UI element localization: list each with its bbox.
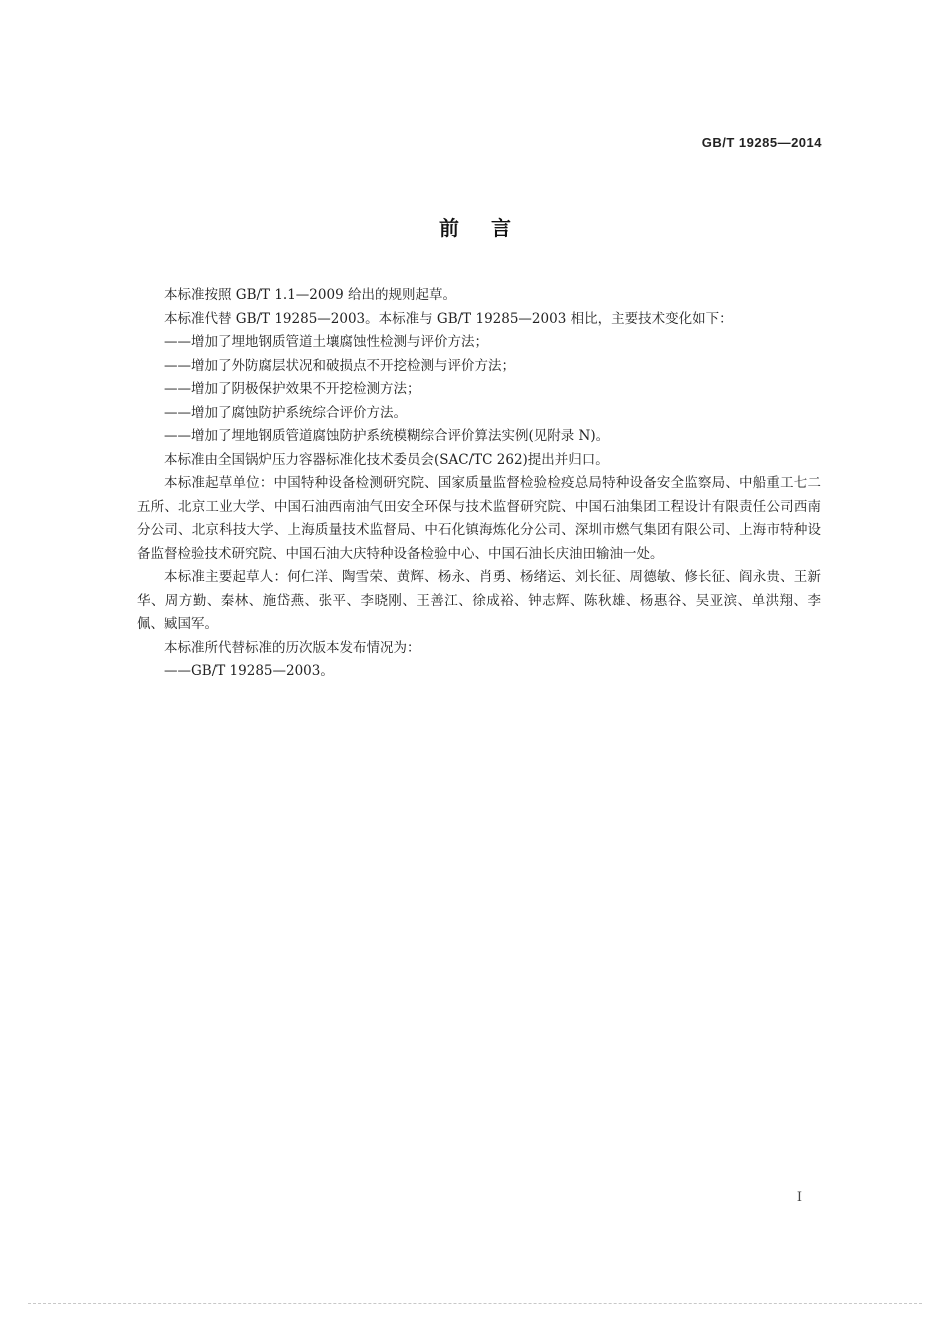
change-item: ——增加了腐蚀防护系统综合评价方法。 (164, 404, 407, 421)
change-item: ——增加了外防腐层状况和破损点不开挖检测与评价方法； (164, 357, 515, 374)
drafting-units-paragraph: 本标准起草单位：中国特种设备检测研究院、国家质量监督检验检疫总局特种设备安全监察局、中船重工七二五所、北京工业大学、中国石油西南油气田安全环保与技术监督研究院、中国石油集团工程设计有限责任公司西南分公司、北京科技大学、上海质量技术监督局、中石化镇海炼化分公司、深圳市燃气集团有限公司、上海市特种设备监督检验技术研究院、中国石油大庆特种设备检验中心、中国石油长庆油田输油一处。 (137, 475, 821, 562)
committee-paragraph: 本标准由全国锅炉压力容器标准化技术委员会(SAC/TC 262)提出并归口。 (164, 451, 609, 468)
change-item: ——增加了埋地钢质管道土壤腐蚀性检测与评价方法； (164, 334, 488, 350)
history-item: ——GB/T 19285—2003。 (164, 663, 334, 679)
change-item: ——增加了埋地钢质管道腐蚀防护系统模糊综合评价算法实例(见附录 N)。 (164, 428, 610, 444)
page-title: 前言 (439, 216, 543, 240)
change-item: ——增加了阴极保护效果不开挖检测方法； (164, 381, 421, 397)
standard-code: GB/T 19285—2014 (701, 135, 822, 150)
replacement-paragraph: 本标准代替 GB/T 19285—2003。本标准与 GB/T 19285—2003 相比，主要技术变化如下： (164, 310, 733, 327)
drafters-paragraph: 本标准主要起草人：何仁洋、陶雪荣、黄辉、杨永、肖勇、杨绪运、刘长征、周德敏、修长征、阎永贵、王新华、周方勤、秦林、施岱燕、张平、李晓刚、王善江、徐成裕、钟志辉、陈秋雄、杨惠谷、吴亚滨、单洪翔、李佩、臧国军。 (137, 569, 821, 632)
document-body (137, 284, 821, 684)
page-number: I (796, 1190, 802, 1205)
drafting-rules-paragraph: 本标准按照 GB/T 1.1—2009 给出的规则起草。 (164, 287, 456, 303)
footer-rule (28, 1303, 922, 1304)
history-intro-paragraph: 本标准所代替标准的历次版本发布情况为： (164, 639, 421, 656)
